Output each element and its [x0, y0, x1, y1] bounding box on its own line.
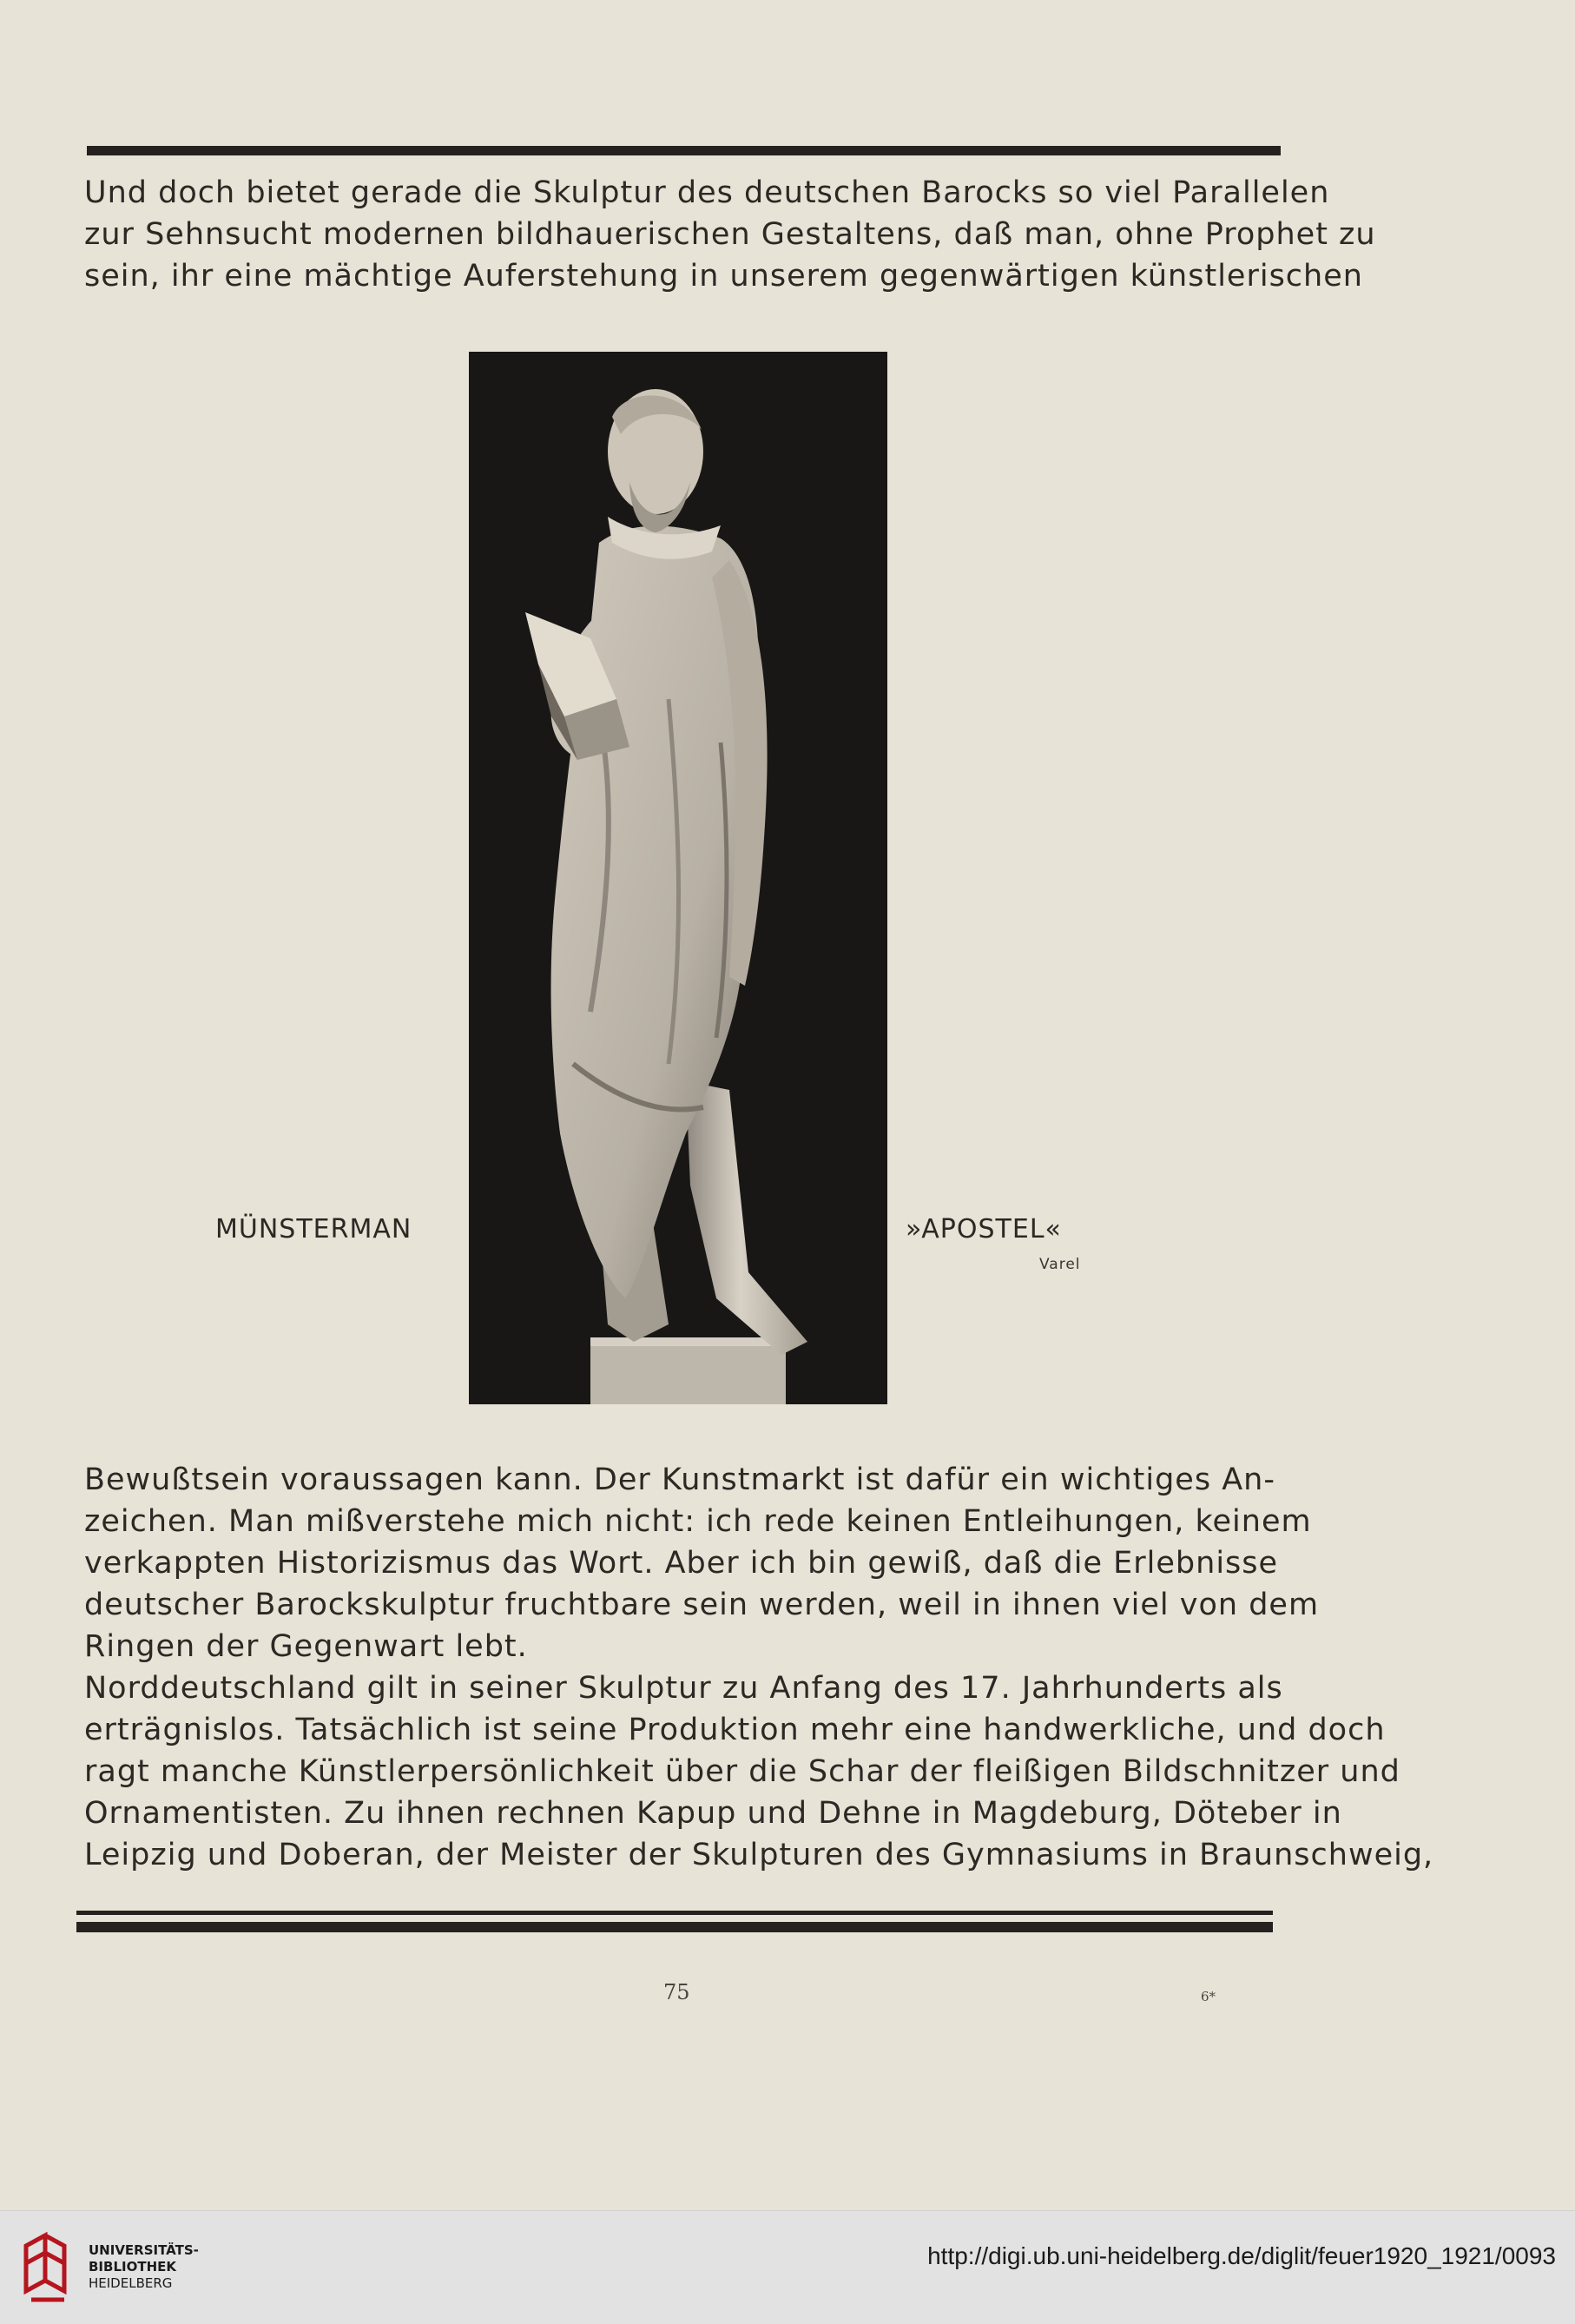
text-line: Ringen der Gegenwart lebt. — [84, 1629, 528, 1664]
library-logo-icon — [19, 2228, 78, 2307]
bottom-rule-thin — [76, 1911, 1273, 1915]
library-name-line: UNIVERSITÄTS- — [89, 2242, 199, 2258]
text-line: Leipzig und Doberan, der Meister der Skulpturen des Gymnasiums in Braunschweig, — [84, 1838, 1434, 1872]
page-number: 75 — [663, 1980, 690, 2004]
signature-mark: 6* — [1201, 1989, 1216, 2004]
apostle-sculpture-photo — [469, 352, 887, 1404]
permalink-url[interactable]: http://digi.ub.uni-heidelberg.de/diglit/feuer1920_1921/0093 — [927, 2242, 1556, 2269]
text-line: zeichen. Man mißverstehe mich nicht: ich rede keinen Entleihungen, keinem — [84, 1504, 1312, 1539]
viewer-footer — [0, 2210, 1575, 2324]
text-line: zur Sehnsucht modernen bildhauerischen Gestaltens, daß man, ohne Prophet zu — [84, 217, 1376, 252]
text-line: verkappten Historizismus das Wort. Aber ich bin gewiß, daß die Erlebnisse — [84, 1546, 1279, 1581]
library-name — [89, 2242, 199, 2292]
text-line: erträgnislos. Tatsächlich ist seine Produktion mehr eine handwerkliche, und doch — [84, 1713, 1386, 1747]
bottom-rule-thick — [76, 1922, 1273, 1932]
text-line: Und doch bietet gerade die Skulptur des deutschen Barocks so viel Parallelen — [84, 175, 1330, 210]
text-line: ragt manche Künstlerpersönlichkeit über die Schar der fleißigen Bildschnitzer und — [84, 1754, 1400, 1789]
library-name-line: HEIDELBERG — [89, 2275, 173, 2291]
text-line: sein, ihr eine mächtige Auferstehung in unserem gegenwärtigen künstlerischen — [84, 259, 1363, 294]
paragraph-top — [84, 172, 1376, 297]
caption-artist: MÜNSTERMAN — [215, 1214, 412, 1245]
text-line: Bewußtsein voraussagen kann. Der Kunstmarkt ist dafür ein wichtiges An- — [84, 1462, 1275, 1497]
paragraph-bottom — [84, 1459, 1434, 1876]
caption-location: Varel — [1039, 1256, 1081, 1273]
top-rule — [87, 146, 1281, 155]
caption-title: »APOSTEL« — [906, 1214, 1062, 1245]
text-line: deutscher Barockskulptur fruchtbare sein werden, weil in ihnen viel von dem — [84, 1588, 1320, 1622]
text-line: Ornamentisten. Zu ihnen rechnen Kapup und Dehne in Magdeburg, Döteber in — [84, 1796, 1342, 1831]
library-name-line: BIBLIOTHEK — [89, 2259, 176, 2274]
text-line: Norddeutschland gilt in seiner Skulptur zu Anfang des 17. Jahrhunderts als — [84, 1671, 1283, 1706]
